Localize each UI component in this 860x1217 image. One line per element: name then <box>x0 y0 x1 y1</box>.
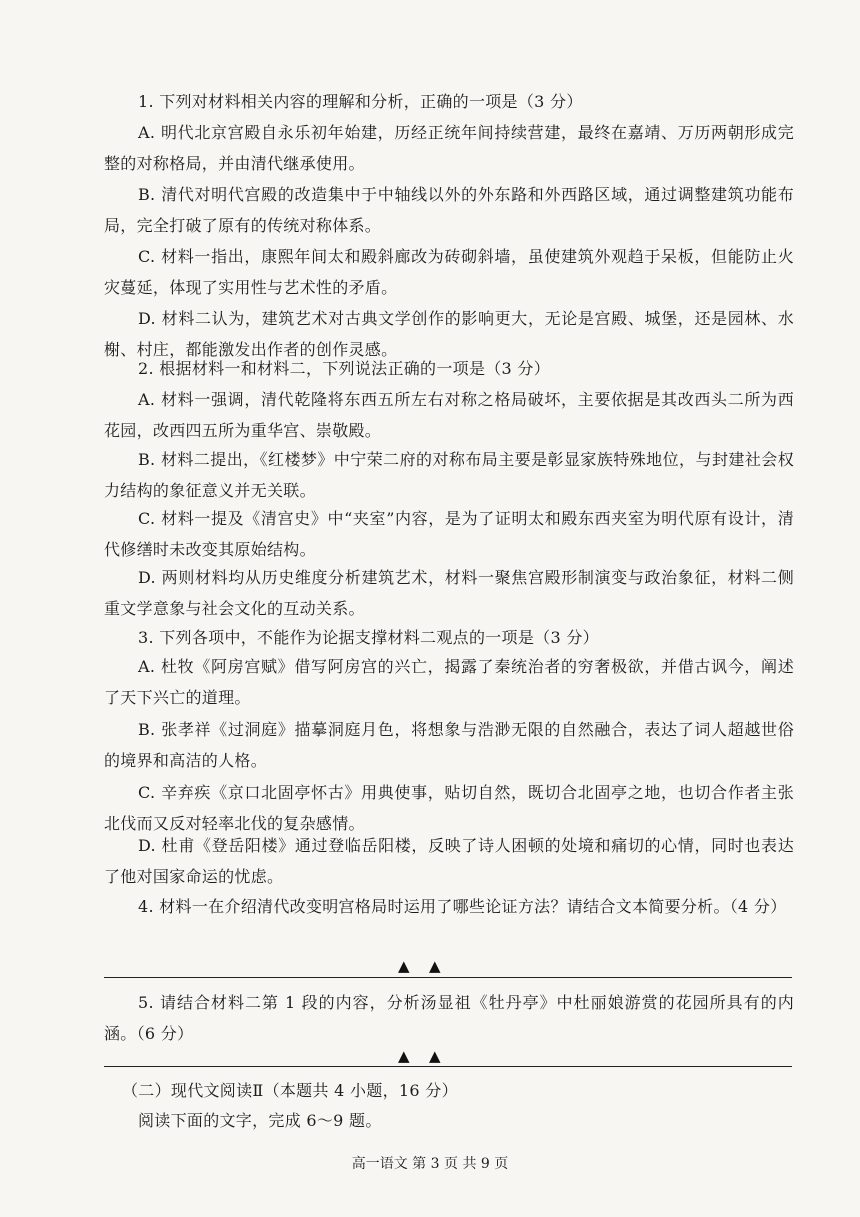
question-1-option-a: A. 明代北京宫殿自永乐初年始建，历经正统年间持续营建，最终在嘉靖、万历两朝形成完整的对称格局，并由清代继承使用。 <box>104 123 794 173</box>
answer-line <box>104 1066 792 1067</box>
answer-line <box>104 977 792 978</box>
section-instruction: 阅读下面的文字，完成 6～9 题。 <box>138 1111 382 1130</box>
question-1-stem: 1. 下列对材料相关内容的理解和分析，正确的一项是（3 分） <box>138 92 583 111</box>
answer-mark-triangle-icon: ▲ <box>429 1047 441 1065</box>
question-2-option-b: B. 材料二提出，《红楼梦》中宁荣二府的对称布局主要是彰显家族特殊地位，与封建社会权力结构的象征意义并无关联。 <box>104 450 794 500</box>
question-2-option-d: D. 两则材料均从历史维度分析建筑艺术，材料一聚焦宫殿形制演变与政治象征，材料二侧重文学意象与社会文化的互动关系。 <box>104 568 794 618</box>
answer-mark-triangle-icon: ▲ <box>429 957 441 975</box>
question-3-option-a: A. 杜牧《阿房宫赋》借写阿房宫的兴亡，揭露了秦统治者的穷奢极欲，并借古讽今，阐述了天下兴亡的道理。 <box>104 657 794 707</box>
answer-mark-triangle-icon: ▲ <box>398 957 410 975</box>
question-2-option-c: C. 材料一提及《清宫史》中“夹室”内容，是为了证明太和殿东西夹室为明代原有设计，清代修缮时未改变其原始结构。 <box>104 509 794 559</box>
question-3-option-d: D. 杜甫《登岳阳楼》通过登临岳阳楼，反映了诗人困顿的处境和痛切的心情，同时也表达了他对国家命运的忧虑。 <box>104 836 794 886</box>
answer-mark-triangle-icon: ▲ <box>398 1047 410 1065</box>
question-3-option-c: C. 辛弃疾《京口北固亭怀古》用典使事，贴切自然，既切合北固亭之地，也切合作者主张北伐而又反对轻率北伐的复杂感情。 <box>104 783 794 833</box>
question-5: 5. 请结合材料二第 1 段的内容，分析汤显祖《牡丹亭》中杜丽娘游赏的花园所具有的内涵。（6 分） <box>104 993 794 1043</box>
page-footer: 高一语文 第 3 页 共 9 页 <box>351 1156 509 1172</box>
question-3-option-b: B. 张孝祥《过洞庭》描摹洞庭月色，将想象与浩渺无限的自然融合，表达了词人超越世俗的境界和高洁的人格。 <box>104 720 794 770</box>
question-3-stem: 3. 下列各项中，不能作为论据支撑材料二观点的一项是（3 分） <box>138 628 599 647</box>
question-1-option-b: B. 清代对明代宫殿的改造集中于中轴线以外的外东路和外西路区域，通过调整建筑功能布局，完全打破了原有的传统对称体系。 <box>104 185 794 235</box>
question-2-stem: 2. 根据材料一和材料二，下列说法正确的一项是（3 分） <box>138 359 551 378</box>
section-title: （二）现代文阅读Ⅱ（本题共 4 小题，16 分） <box>122 1081 458 1100</box>
question-2-option-a: A. 材料一强调，清代乾隆将东西五所左右对称之格局破坏，主要依据是其改西头二所为西花园，改西四五所为重华宫、崇敬殿。 <box>104 390 794 440</box>
question-4: 4. 材料一在介绍清代改变明宫格局时运用了哪些论证方法？请结合文本简要分析。（4 分） <box>138 897 787 916</box>
question-1-option-c: C. 材料一指出，康熙年间太和殿斜廊改为砖砌斜墙，虽使建筑外观趋于呆板，但能防止火灾蔓延，体现了实用性与艺术性的矛盾。 <box>104 247 794 297</box>
question-1-option-d: D. 材料二认为，建筑艺术对古典文学创作的影响更大，无论是宫殿、城堡，还是园林、水榭、村庄，都能激发出作者的创作灵感。 <box>104 309 794 359</box>
